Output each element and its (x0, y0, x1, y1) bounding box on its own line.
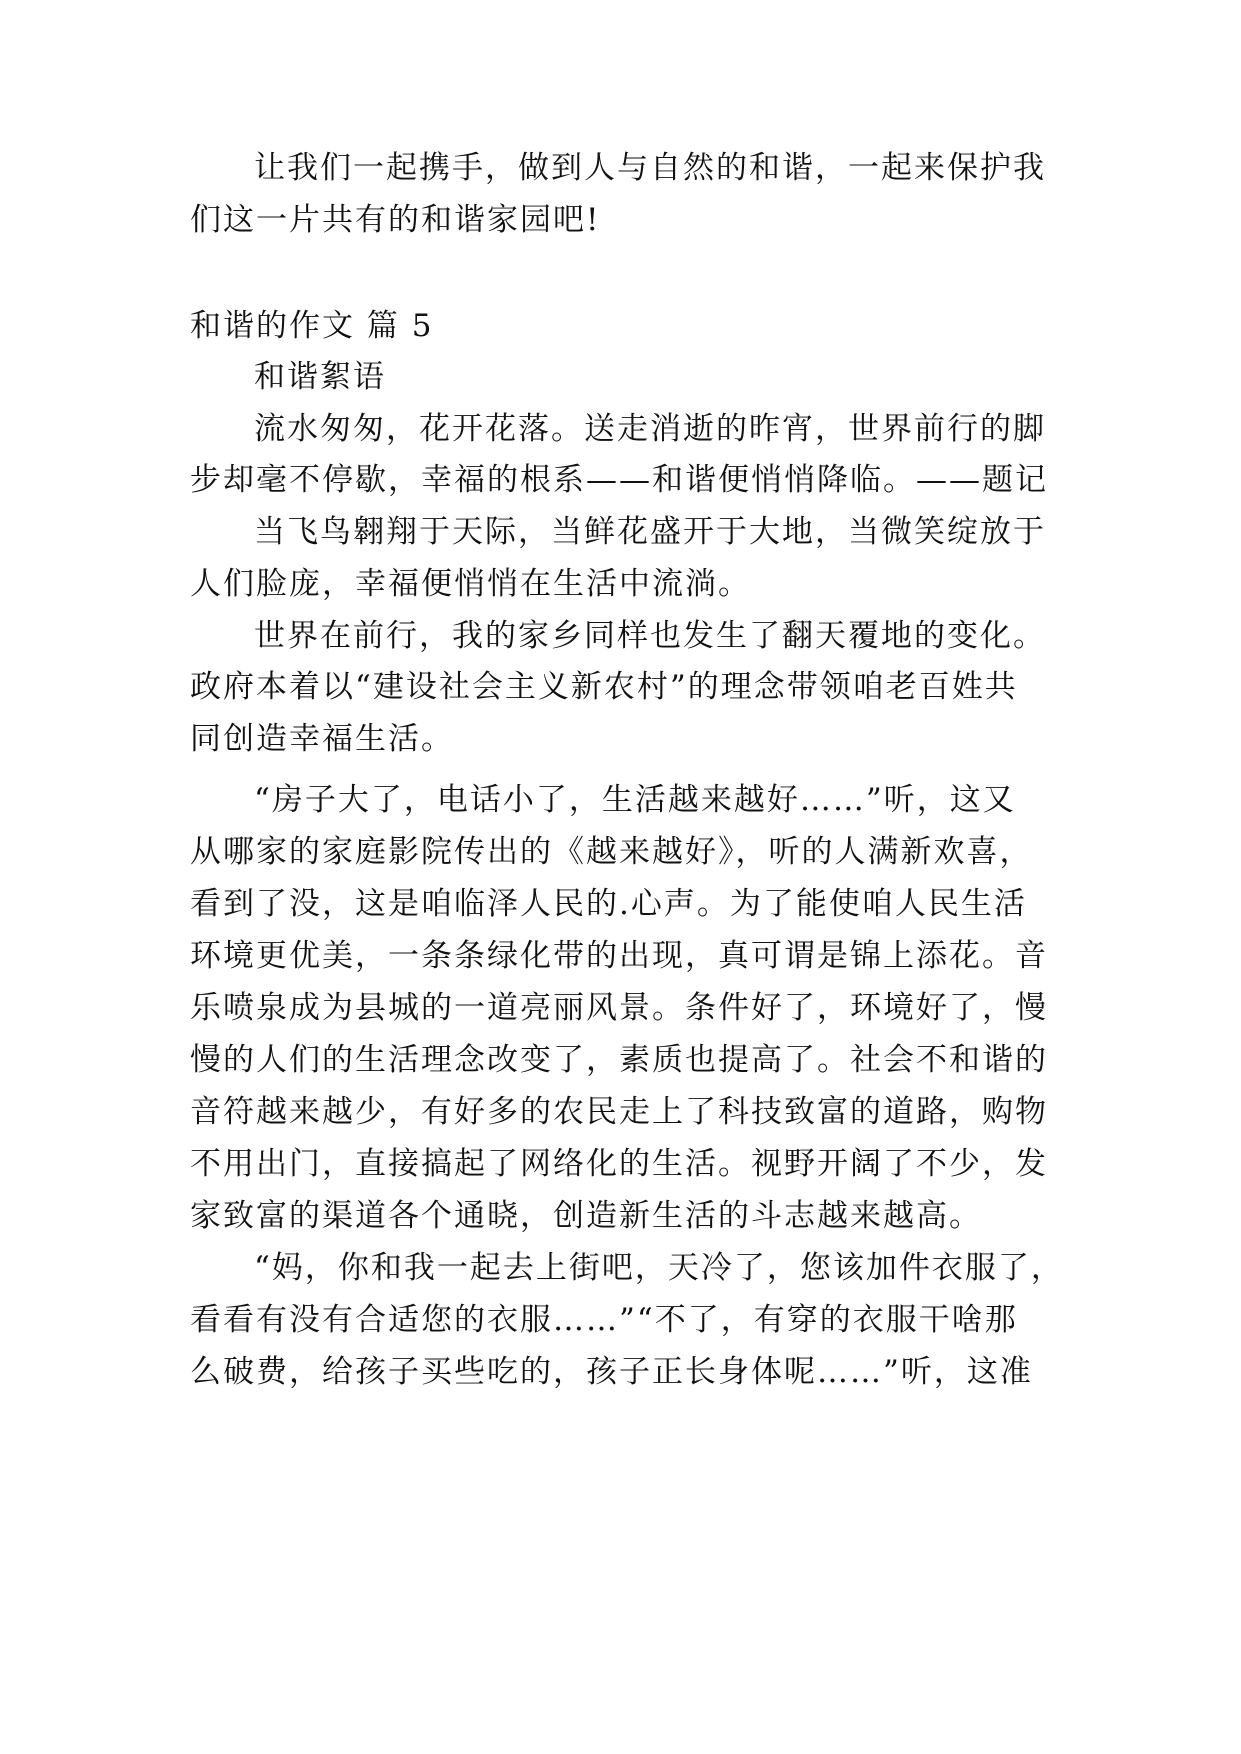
paragraph-line: 么破费，给孩子买些吃的，孩子正长身体呢……”听，这准 (190, 1354, 1033, 1390)
paragraph-line: 步却毫不停歇，幸福的根系——和谐便悄悄降临。——题记 (190, 462, 1048, 498)
section-heading: 和谐的作文 篇 5 (190, 308, 434, 344)
paragraph-line: 当飞鸟翱翔于天际，当鲜花盛开于大地，当微笑绽放于 (254, 514, 1046, 550)
paragraph-line: “妈，你和我一起去上街吧，天冷了，您该加件衣服了， (254, 1250, 1064, 1286)
paragraph-line: 同创造幸福生活。 (190, 721, 454, 757)
paragraph-line: 们这一片共有的和谐家园吧! (190, 202, 601, 238)
paragraph-line: 不用出门，直接搞起了网络化的生活。视野开阔了不少，发 (190, 1146, 1048, 1182)
paragraph-line: 从哪家的家庭影院传出的《越来越好》，听的人满新欢喜， (190, 834, 1033, 870)
paragraph-line: 看看有没有合适您的衣服……”“不了，有穿的衣服干啥那 (190, 1302, 1018, 1338)
paragraph-line: 让我们一起携手，做到人与自然的和谐，一起来保护我 (254, 150, 1046, 186)
essay-title: 和谐絮语 (254, 359, 386, 395)
paragraph-line: 慢的人们的生活理念改变了，素质也提高了。社会不和谐的 (190, 1042, 1048, 1078)
paragraph-line: “房子大了，电话小了，生活越来越好……”听，这又 (254, 782, 1016, 818)
paragraph-line: 家致富的渠道各个通晓，创造新生活的斗志越来越高。 (190, 1198, 982, 1234)
paragraph-line: 流水匆匆，花开花落。送走消逝的昨宵，世界前行的脚 (254, 411, 1046, 447)
paragraph-line: 环境更优美，一条条绿化带的出现，真可谓是锦上添花。音 (190, 938, 1048, 974)
paragraph-line: 政府本着以“建设社会主义新农村”的理念带领咱老百姓共 (190, 669, 1018, 705)
paragraph-line: 人们脸庞，幸福便悄悄在生活中流淌。 (190, 566, 751, 602)
paragraph-line: 看到了没，这是咱临泽人民的.心声。为了能使咱人民生活 (190, 886, 1027, 922)
paragraph-line: 世界在前行，我的家乡同样也发生了翻天覆地的变化。 (254, 618, 1046, 654)
paragraph-line: 乐喷泉成为县城的一道亮丽风景。条件好了，环境好了，慢 (190, 990, 1048, 1026)
paragraph-line: 音符越来越少，有好多的农民走上了科技致富的道路，购物 (190, 1094, 1048, 1130)
